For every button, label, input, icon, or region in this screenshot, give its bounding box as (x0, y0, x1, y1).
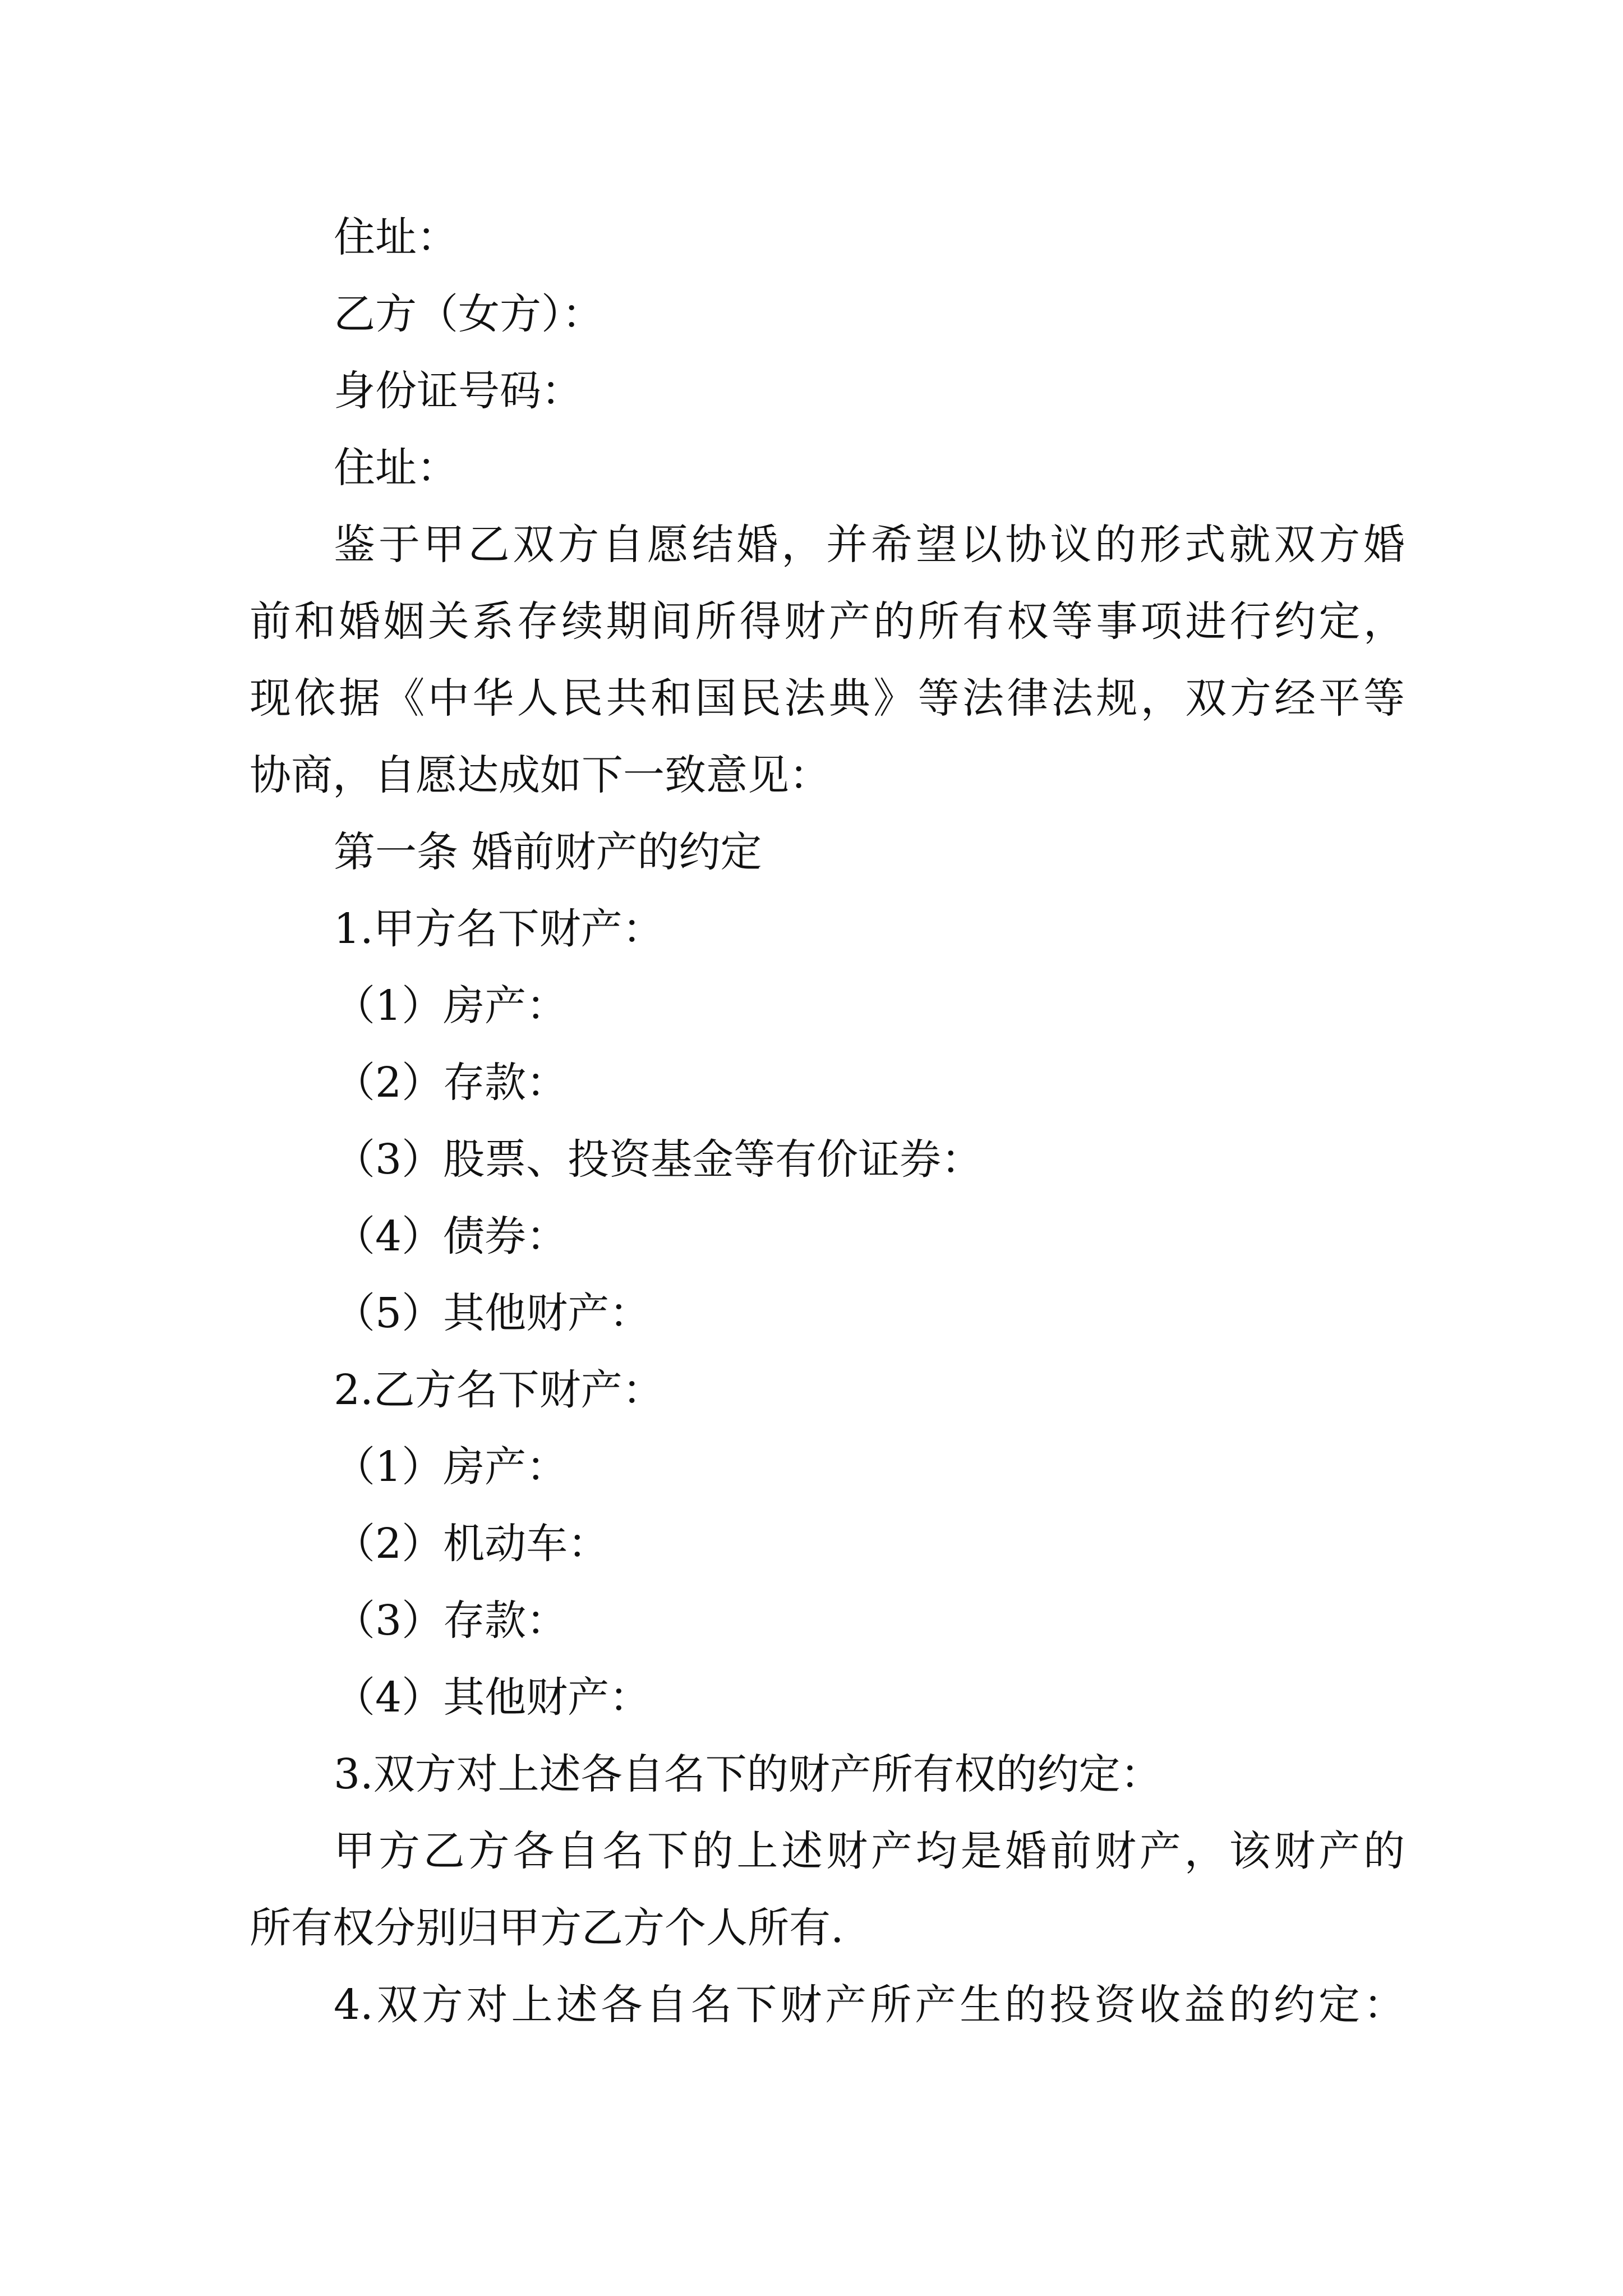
ownership-agreement-heading: 3.双方对上述各自名下的财产所有权的约定： (334, 1750, 1162, 1798)
party-a-bonds: （4）债券： (334, 1212, 568, 1260)
party-b-label: 乙方（女方）： (334, 290, 603, 338)
party-b-property-heading: 2.乙方名下财产： (334, 1366, 664, 1414)
party-b-vehicle: （2）机动车： (334, 1520, 610, 1568)
party-b-other-property: （4）其他财产： (334, 1673, 651, 1722)
preamble-line-2: 前和婚姻关系存续期间所得财产的所有权等事项进行约定， (250, 597, 1405, 646)
preamble-line-3: 现依据《中华人民共和国民法典》等法律法规，双方经平等 (250, 674, 1405, 723)
party-a-property-heading: 1.甲方名下财产： (334, 905, 664, 953)
id-number-label: 身份证号码： (334, 367, 583, 415)
party-b-real-estate: （1）房产： (334, 1443, 568, 1491)
agreement-text (250, 199, 1405, 2044)
party-b-deposits: （3）存款： (334, 1596, 568, 1645)
ownership-agreement-line-2: 所有权分别归甲方乙方个人所有. (250, 1904, 844, 1952)
party-a-other-property: （5）其他财产： (334, 1289, 651, 1337)
residence-label-b: 住址： (334, 444, 458, 492)
article-one-heading: 第一条 婚前财产的约定 (334, 828, 762, 876)
preamble-line-4: 协商，自愿达成如下一致意见： (250, 751, 831, 799)
preamble-line-1: 鉴于甲乙双方自愿结婚，并希望以协议的形式就双方婚 (334, 521, 1405, 569)
investment-income-heading: 4.双方对上述各自名下财产所产生的投资收益的约定： (334, 1981, 1405, 2029)
residence-label: 住址： (334, 213, 458, 261)
party-a-securities: （3）股票、投资基金等有价证券： (334, 1135, 983, 1184)
party-a-deposits: （2）存款： (334, 1059, 568, 1107)
party-a-real-estate: （1）房产： (334, 982, 568, 1030)
ownership-agreement-line-1: 甲方乙方各自名下的上述财产均是婚前财产，该财产的 (334, 1827, 1405, 1875)
